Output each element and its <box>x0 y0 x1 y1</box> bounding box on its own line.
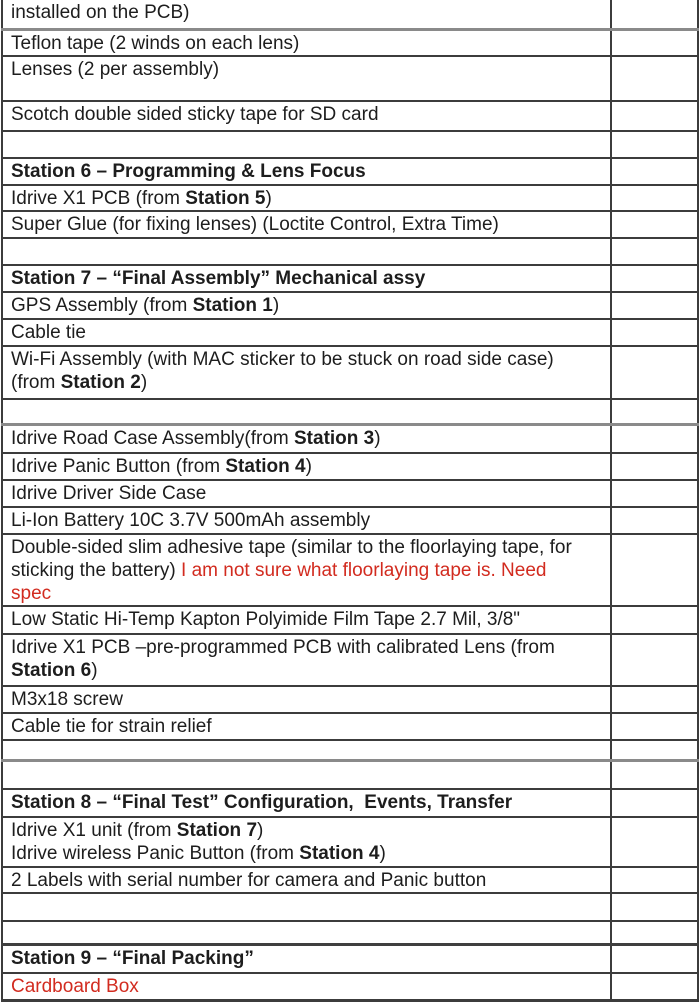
text-line <box>11 791 606 814</box>
check-cell-empty <box>611 238 698 265</box>
check-cell-empty <box>611 867 698 893</box>
bold-run: Station 3 <box>294 428 375 449</box>
text-run: ) <box>91 659 98 681</box>
text-run: Idrive Driver Side Case <box>11 482 207 504</box>
row-m3x18-screw <box>2 686 698 713</box>
item-cell <box>2 713 611 740</box>
red-note-run: I am not sure what floorlaying tape is. Need <box>181 559 547 581</box>
item-cell <box>2 973 611 1001</box>
text-run: ) <box>272 294 280 316</box>
text-run: ) <box>265 187 272 209</box>
row-cardboard-box <box>2 973 698 1001</box>
bold-run: Station 2 <box>60 371 141 393</box>
text-run: Idrive X1 PCB (from <box>11 187 186 209</box>
text-run: Station 9 – “Final Packing” <box>11 948 254 969</box>
text-line <box>11 536 606 559</box>
check-cell-empty <box>611 893 698 921</box>
check-cell-empty <box>611 158 698 185</box>
check-cell-empty <box>611 740 698 761</box>
red-note-run: Cardboard Box <box>11 975 139 997</box>
text-line <box>11 688 606 711</box>
text-run: Idrive X1 unit (from <box>11 819 177 841</box>
text-line <box>11 975 606 998</box>
text-line <box>11 819 606 842</box>
text-run: ) <box>374 428 381 449</box>
item-cell <box>2 238 611 265</box>
text-run: M3x18 screw <box>11 688 123 710</box>
item-cell <box>2 606 611 634</box>
text-run: Station 6 – Programming & Lens Focus <box>11 160 366 182</box>
item-cell <box>2 740 611 761</box>
check-cell-empty <box>611 292 698 319</box>
check-cell-empty <box>611 0 698 29</box>
row-panic-button <box>2 453 698 480</box>
check-cell-empty <box>611 453 698 480</box>
text-line <box>11 582 606 605</box>
text-line <box>11 32 606 55</box>
row-preprogrammed-pcb <box>2 634 698 686</box>
row-scotch-tape <box>2 101 698 131</box>
check-cell-empty <box>611 185 698 211</box>
item-cell <box>2 867 611 893</box>
item-cell <box>2 534 611 606</box>
text-line <box>11 1 606 24</box>
text-run: Cable tie <box>11 321 86 343</box>
text-line <box>11 348 606 371</box>
row-empty <box>2 399 698 425</box>
check-cell-empty <box>611 265 698 292</box>
row-lenses <box>2 56 698 101</box>
text-run: Scotch double sided sticky tape for SD card <box>11 103 379 125</box>
text-run: Super Glue (for fixing lenses) (Loctite Control, Extra Time) <box>11 213 499 235</box>
item-cell <box>2 319 611 346</box>
text-line <box>11 455 606 478</box>
check-cell-empty <box>611 534 698 606</box>
bold-run: Station 5 <box>185 187 266 209</box>
row-cable-tie <box>2 319 698 346</box>
item-cell <box>2 131 611 158</box>
text-line <box>11 947 606 970</box>
item-cell <box>2 507 611 534</box>
check-cell-empty <box>611 634 698 686</box>
text-run: sticking the battery) <box>11 559 182 581</box>
bold-run: Station 6 <box>11 659 92 681</box>
check-cell-empty <box>611 761 698 789</box>
text-run: 2 Labels with serial number for camera and Panic button <box>11 869 487 891</box>
text-run: Idrive Panic Button (from <box>11 455 226 477</box>
row-empty <box>2 131 698 158</box>
check-cell-empty <box>611 507 698 534</box>
text-line <box>11 842 606 865</box>
text-run: ) <box>379 842 386 864</box>
row-road-case-assembly <box>2 425 698 453</box>
text-line <box>11 509 606 532</box>
text-line <box>11 869 606 892</box>
red-note-run: spec <box>11 582 52 604</box>
item-cell <box>2 480 611 507</box>
check-cell-empty <box>611 101 698 131</box>
item-cell <box>2 211 611 238</box>
text-line <box>11 559 606 582</box>
row-li-ion-battery <box>2 507 698 534</box>
item-cell <box>2 29 611 56</box>
check-cell-empty <box>611 29 698 56</box>
item-cell <box>2 265 611 292</box>
text-run: Li-Ion Battery 10C 3.7V 500mAh assembly <box>11 509 371 531</box>
check-cell-empty <box>611 713 698 740</box>
text-run: installed on the PCB) <box>11 2 190 23</box>
text-run: ) <box>140 371 148 393</box>
item-cell <box>2 686 611 713</box>
check-cell-empty <box>611 686 698 713</box>
text-run: Low Static Hi-Temp Kapton Polyimide Film Tape 2.7 Mil, 3/8" <box>11 608 521 630</box>
bold-run: Station 1 <box>192 294 273 316</box>
text-run: Idrive Road Case Assembly(from <box>11 428 294 449</box>
bold-run: Station 4 <box>299 842 380 864</box>
item-cell <box>2 158 611 185</box>
item-cell <box>2 185 611 211</box>
text-line <box>11 187 606 210</box>
item-cell <box>2 453 611 480</box>
row-kapton-tape <box>2 606 698 634</box>
text-line <box>11 58 606 81</box>
text-line <box>11 636 606 659</box>
text-run: Lenses (2 per assembly) <box>11 58 220 80</box>
row-empty <box>2 761 698 789</box>
row-empty <box>2 893 698 921</box>
item-cell <box>2 893 611 921</box>
text-line <box>11 608 606 631</box>
text-run: ) <box>257 819 264 841</box>
parts-checklist-table <box>1 0 699 1002</box>
item-cell <box>2 399 611 425</box>
text-line <box>11 371 606 394</box>
check-cell-empty <box>611 945 698 973</box>
text-line <box>11 482 606 505</box>
row-driver-side-case <box>2 480 698 507</box>
check-cell-empty <box>611 606 698 634</box>
item-cell <box>2 425 611 453</box>
text-line <box>11 294 606 317</box>
row-station-9-header <box>2 945 698 973</box>
check-cell-empty <box>611 56 698 101</box>
text-run: Station 7 – “Final Assembly” Mechanical assy <box>11 267 426 289</box>
check-cell-empty <box>611 789 698 817</box>
item-cell <box>2 945 611 973</box>
item-cell <box>2 56 611 101</box>
bold-run: Station 4 <box>225 455 306 477</box>
check-cell-empty <box>611 319 698 346</box>
text-line <box>11 427 606 450</box>
text-run: GPS Assembly (from <box>11 294 193 316</box>
item-cell <box>2 101 611 131</box>
item-cell <box>2 817 611 867</box>
text-line <box>11 160 606 183</box>
parts-table-body <box>2 0 698 1001</box>
item-cell <box>2 292 611 319</box>
check-cell-empty <box>611 346 698 399</box>
row-installed-on-pcb <box>2 0 698 29</box>
text-line <box>11 103 606 126</box>
row-empty <box>2 238 698 265</box>
row-idrive-x1-pcb <box>2 185 698 211</box>
row-adhesive-tape <box>2 534 698 606</box>
text-line <box>11 267 606 290</box>
text-line <box>11 715 606 738</box>
text-run: Cable tie for strain relief <box>11 715 212 737</box>
item-cell <box>2 346 611 399</box>
row-final-test-items <box>2 817 698 867</box>
row-empty <box>2 921 698 945</box>
text-run: Station 8 – “Final Test” Configuration, Events, Transfer <box>11 791 513 813</box>
item-cell <box>2 634 611 686</box>
row-station-8-header <box>2 789 698 817</box>
item-cell <box>2 789 611 817</box>
check-cell-empty <box>611 211 698 238</box>
check-cell-empty <box>611 480 698 507</box>
bold-run: Station 7 <box>176 819 258 841</box>
check-cell-empty <box>611 425 698 453</box>
text-run: Double-sided slim adhesive tape (similar to the floorlaying tape, for <box>11 536 572 558</box>
text-line <box>11 659 606 682</box>
row-empty <box>2 740 698 761</box>
row-super-glue <box>2 211 698 238</box>
text-line <box>11 213 606 236</box>
row-serial-labels <box>2 867 698 893</box>
text-run: Idrive wireless Panic Button (from <box>11 842 300 864</box>
check-cell-empty <box>611 817 698 867</box>
row-wifi-assembly <box>2 346 698 399</box>
text-run: Wi-Fi Assembly (with MAC sticker to be stuck on road side case) <box>11 348 554 370</box>
item-cell <box>2 761 611 789</box>
text-line <box>11 321 606 344</box>
text-run: (from <box>11 371 61 393</box>
check-cell-empty <box>611 973 698 1001</box>
item-cell <box>2 921 611 945</box>
item-cell <box>2 0 611 29</box>
check-cell-empty <box>611 399 698 425</box>
row-gps-assembly <box>2 292 698 319</box>
check-cell-empty <box>611 131 698 158</box>
row-station-7-header <box>2 265 698 292</box>
row-teflon-tape <box>2 29 698 56</box>
text-run: ) <box>305 455 312 477</box>
check-cell-empty <box>611 921 698 945</box>
text-run: Teflon tape (2 winds on each lens) <box>11 32 300 54</box>
text-run: Idrive X1 PCB –pre-programmed PCB with calibrated Lens (from <box>11 636 555 658</box>
row-cable-tie-strain-relief <box>2 713 698 740</box>
row-station-6-header <box>2 158 698 185</box>
